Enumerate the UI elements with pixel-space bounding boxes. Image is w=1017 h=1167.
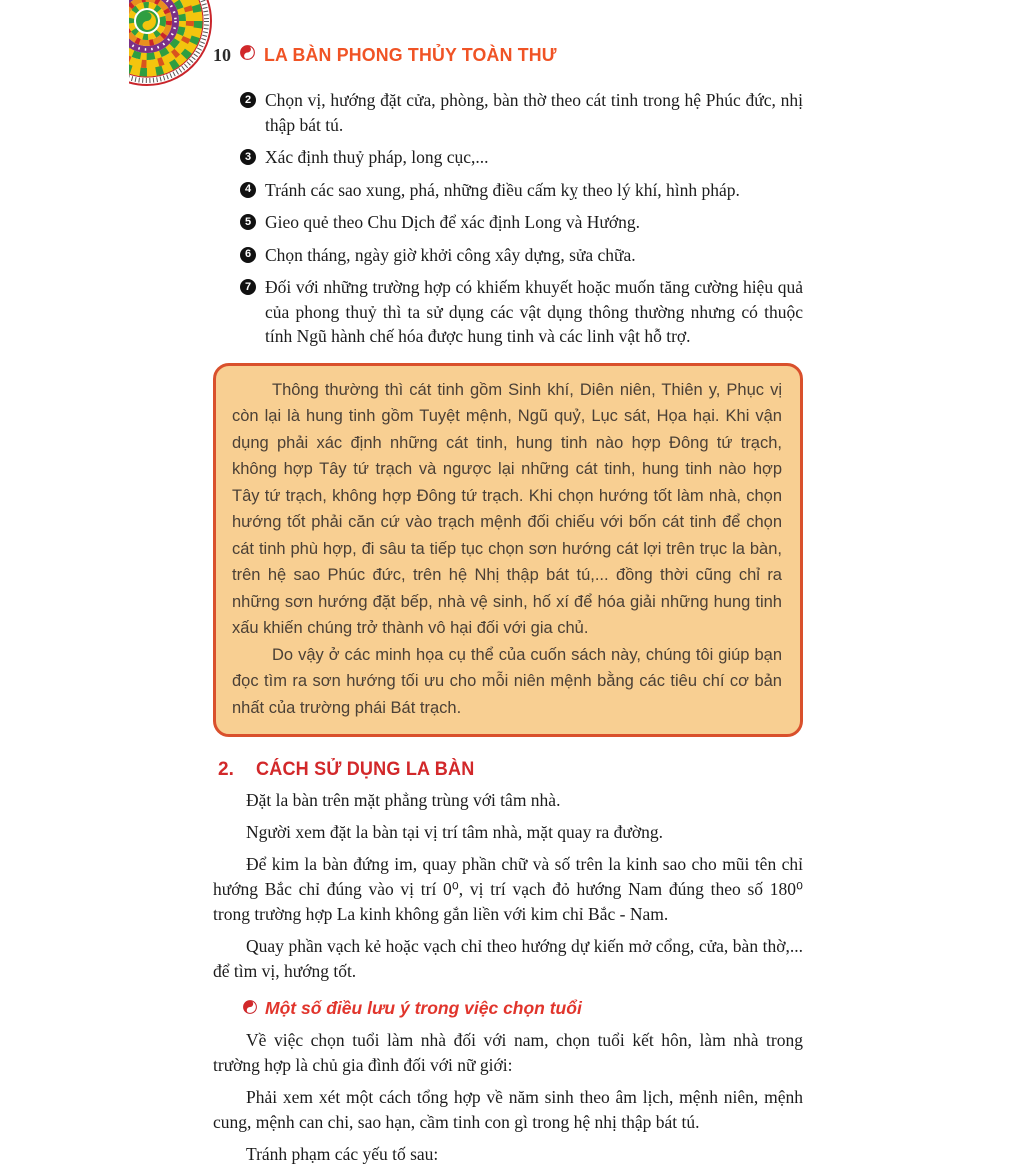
list-item-text: Xác định thuỷ pháp, long cục,... — [265, 147, 489, 167]
yin-yang-icon — [240, 45, 255, 65]
circled-number-icon: 3 — [240, 149, 256, 165]
list-item — [213, 243, 803, 268]
section-heading — [213, 759, 803, 781]
highlight-box — [213, 363, 803, 738]
page-number: 10 — [213, 44, 231, 65]
list-item-text: Chọn tháng, ngày giờ khởi công xây dựng, sửa chữa. — [265, 244, 636, 265]
section-number: 2. — [218, 759, 234, 780]
list-item-text: Gieo quẻ theo Chu Dịch để xác định Long và Hướng. — [265, 212, 640, 232]
circled-number-icon: 6 — [240, 247, 256, 263]
luopan-compass-icon — [129, 0, 221, 98]
circled-number-icon: 5 — [240, 214, 256, 230]
circled-number-icon: 7 — [240, 279, 256, 295]
list-item-text: Chọn vị, hướng đặt cửa, phòng, bàn thờ theo cát tinh trong hệ Phúc đức, nhị thập bát tú. — [265, 90, 803, 135]
paragraph: Quay phần vạch kẻ hoặc vạch chỉ theo hướng dự kiến mở cổng, cửa, bàn thờ,... để tìm vị, hướng tốt. — [213, 936, 803, 981]
list-item-text: Đối với những trường hợp có khiếm khuyết hoặc muốn tăng cường hiệu quả của phong thuỷ thì ta sử dụng các vật dụng thông thường nhưng có thuộc tính Ngũ hành chế hóa được hung tinh và các linh vật hỗ trợ. — [265, 277, 803, 346]
paragraph: Về việc chọn tuổi làm nhà đối với nam, chọn tuổi kết hôn, làm nhà trong trường hợp là chủ gia đình đối với nữ giới: — [213, 1030, 803, 1075]
highlight-box-paragraph: Thông thường thì cát tinh gồm Sinh khí, Diên niên, Thiên y, Phục vị còn lại là hung tinh gồm Tuyệt mệnh, Ngũ quỷ, Lục sát, Họa hại. Khi vận dụng phải xác định những cát tinh, hung tinh nào hợp Đông tứ trạch, không hợp Tây tứ trạch và ngược lại những cát tinh, hung tinh nào hợp Tây tứ trạch, không hợp Đông tứ trạch. Khi chọn hướng tốt làm nhà, chọn hướng tốt phải căn cứ vào trạch mệnh đối chiếu với bốn cát tinh để chọn cát tinh phù hợp, đi sâu ta tiếp tục chọn sơn hướng cát lợi trên trục la bàn, trên hệ sao Phúc đức, trên hệ Nhị thập bát tú,... đồng thời cũng chỉ ra những sơn hướng đặt bếp, nhà vệ sinh, hố xí để hóa giải những hung tinh xấu khiến chúng trở thành vô hại đối với gia chủ. — [232, 380, 782, 637]
paragraph: Tránh phạm các yếu tố sau: — [246, 1144, 439, 1164]
list-item — [213, 275, 803, 349]
yin-yang-icon — [243, 998, 257, 1019]
paragraph: Đặt la bàn trên mặt phẳng trùng với tâm nhà. — [246, 790, 561, 810]
list-item — [213, 210, 803, 235]
list-item — [213, 145, 803, 170]
list-item — [213, 178, 803, 203]
subheading — [243, 998, 803, 1019]
page-header — [213, 44, 569, 66]
paragraph: Phải xem xét một cách tổng hợp về năm sinh theo âm lịch, mệnh niên, mệnh cung, mệnh can chi, sao hạn, cầm tinh con gì trong hệ nhị thập bát tú. — [213, 1087, 803, 1132]
luopan-compass-decoration — [129, 0, 221, 98]
list-item — [213, 88, 803, 137]
paragraph: Để kim la bàn đứng im, quay phần chữ và số trên la kinh sao cho mũi tên chỉ hướng Bắc chỉ đúng vào vị trí 0⁰, vị trí vạch đỏ hướng Nam đúng theo số 180⁰ trong trường hợp La kinh không gắn liền với kim chỉ Bắc - Nam. — [213, 854, 803, 924]
list-item-text: Tránh các sao xung, phá, những điều cấm kỵ theo lý khí, hình pháp. — [265, 179, 740, 200]
book-title: LA BÀN PHONG THỦY TOÀN THƯ — [264, 44, 557, 65]
paragraph: Người xem đặt la bàn tại vị trí tâm nhà, mặt quay ra đường. — [246, 822, 664, 842]
circled-number-icon: 2 — [240, 92, 256, 108]
content-column — [213, 88, 803, 1167]
section-title: CÁCH SỬ DỤNG LA BÀN — [255, 759, 475, 780]
highlight-box-paragraph: Do vậy ở các minh họa cụ thể của cuốn sách này, chúng tôi giúp bạn đọc tìm ra sơn hướng tối ưu cho mỗi niên mệnh bằng các tiêu chí cơ bản nhất của trường phái Bát trạch. — [232, 645, 782, 717]
circled-number-icon: 4 — [240, 182, 256, 198]
subheading-text: Một số điều lưu ý trong việc chọn tuổi — [265, 998, 582, 1018]
